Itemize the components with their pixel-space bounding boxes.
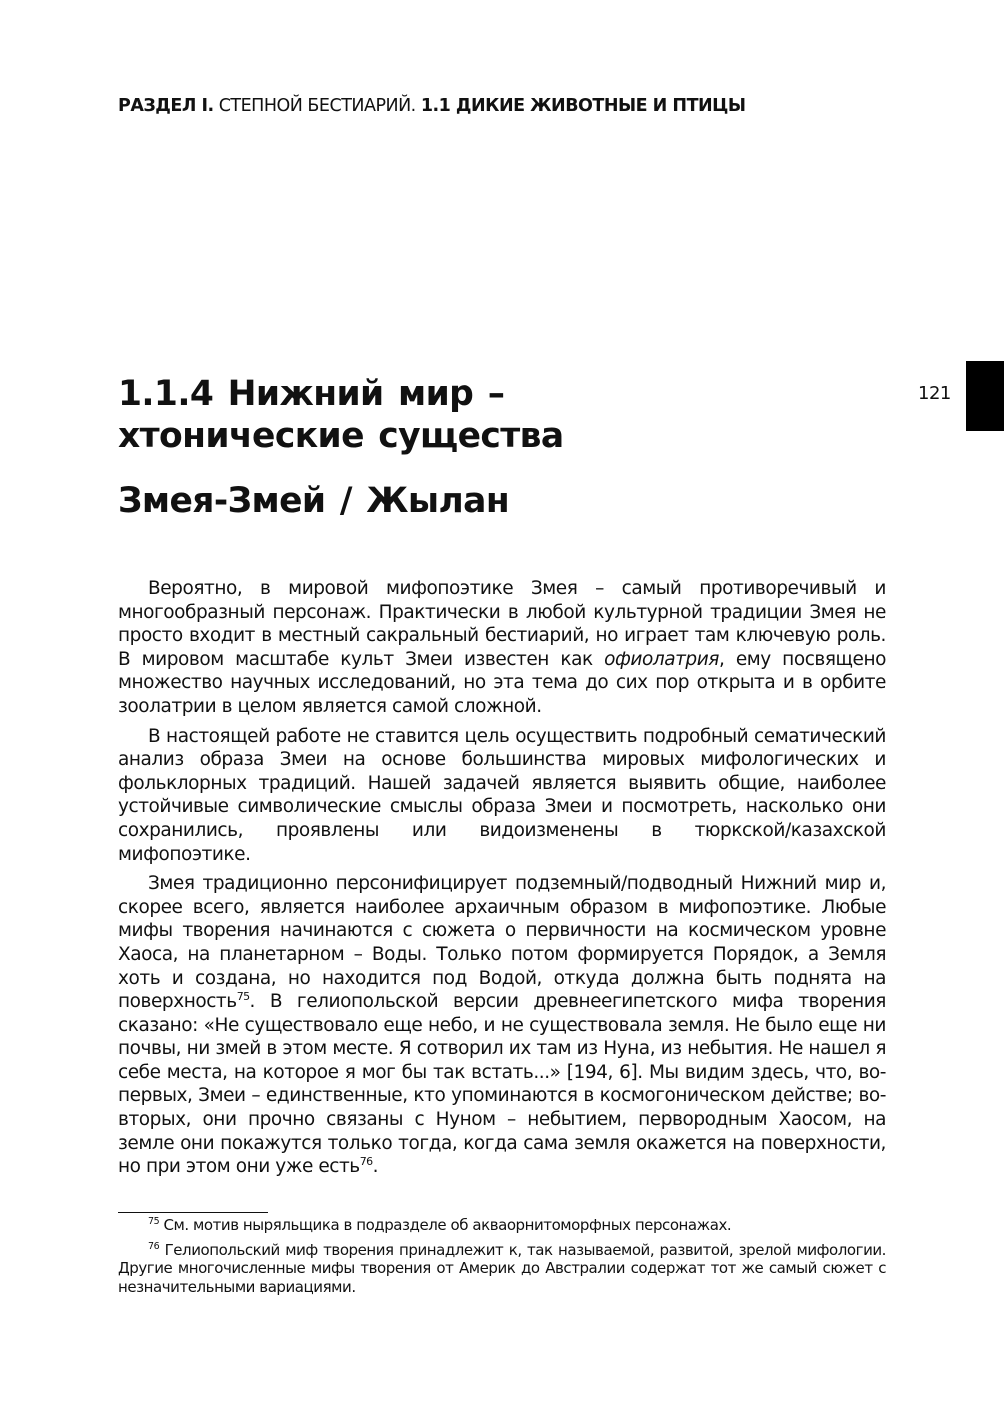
page-number: 121 bbox=[918, 383, 951, 404]
running-head-section: 1.1 ДИКИЕ ЖИВОТНЫЕ И ПТИЦЫ bbox=[420, 96, 746, 116]
paragraph-2: В настоящей работе не ставится цель осуществить подробный сематический анализ образа Змеи на основе большинства мировых мифологических и фольклорных традиций. Нашей задачей является выявить общие, наиболее устойчивые символические смыслы образа Змеи и посмотреть, насколько они сохранились, проявлены или видоизменены в тюркской/казахской мифопоэтике. bbox=[118, 725, 886, 865]
footnote-ref-76[interactable]: 76 bbox=[359, 1155, 373, 1169]
footnotes bbox=[118, 1216, 886, 1302]
footnote-separator bbox=[118, 1212, 268, 1213]
footnote-ref-75[interactable]: 75 bbox=[236, 989, 250, 1003]
paragraph-3 bbox=[118, 872, 886, 1179]
paragraph-3-text-a: Змея традиционно персонифицирует подземный/подводный Нижний мир и, скорее всего, является наиболее архаичным образом в мифопоэтике. Любые мифы творения начинаются с сюжета о первичности на космическом уровне Хаоса, на планетарном – Воды. Только потом формируется Порядок, а Земля хоть и создана, но находится под Водой, откуда должна быть поднята на поверхность bbox=[118, 873, 886, 1013]
footnote-number: 75 bbox=[148, 1216, 160, 1227]
footnote-75 bbox=[118, 1216, 886, 1235]
paragraph-1 bbox=[118, 577, 886, 719]
footnote-text: См. мотив ныряльщика в подразделе об акваорнитоморфных персонажах. bbox=[159, 1216, 732, 1234]
running-head bbox=[118, 96, 746, 116]
footnote-number: 76 bbox=[148, 1240, 160, 1252]
body-text bbox=[118, 577, 886, 1185]
footnote-76 bbox=[118, 1241, 886, 1297]
paragraph-1-text-b: , ему посвящено множество научных исследований, но эта тема до сих пор открыта и в орбите зоолатрии в целом является самой сложной. bbox=[118, 648, 886, 717]
running-head-part-title: СТЕПНОЙ БЕСТИАРИЙ. bbox=[213, 96, 421, 116]
running-head-part: РАЗДЕЛ I. bbox=[118, 96, 214, 116]
chapter-title-line-1: 1.1.4 Нижний мир – bbox=[118, 374, 505, 414]
thumb-index-tab bbox=[966, 361, 1004, 431]
section-title: Змея-Змей / Жылан bbox=[118, 481, 510, 521]
italic-term: офиолатрия bbox=[604, 648, 719, 670]
chapter-title-line-2: хтонические существа bbox=[118, 416, 564, 456]
chapter-title bbox=[118, 373, 564, 457]
paragraph-3-text-b: . В гелиопольской версии древнеегипетского мифа творения сказано: «Не существовало еще небо, и не существовала земля. Не было еще ни почвы, ни змей в этом месте. Я сотворил их там из Нуна, из небытия. Не нашел я себе места, на которое я мог бы так встать...» [194, 6]. Мы видим здесь, что, во-первых, Змеи – единственные, кто упоминаются в космогоническом действе; во-вторых, они прочно связаны с Нуном – небытием, первородным Хаосом, на земле они покажутся только тогда, когда сама земля окажется на поверхности, но при этом они уже есть bbox=[118, 991, 886, 1178]
paragraph-3-text-c: . bbox=[372, 1156, 379, 1178]
footnote-text: Гелиопольский миф творения принадлежит к, так называемой, развитой, зрелой мифологии. Другие многочисленные мифы творения от Америк до Австралии содержат тот же самый сюжет с незначительными вариациями. bbox=[118, 1240, 886, 1296]
paragraph-1-text-a: Вероятно, в мировой мифопоэтике Змея – самый противоречивый и многообразный персонаж. Практически в любой культурной традиции Змея не просто входит в местный сакральный бестиарий, но играет там ключевую роль. В мировом масштабе культ Змеи известен как bbox=[118, 578, 886, 670]
